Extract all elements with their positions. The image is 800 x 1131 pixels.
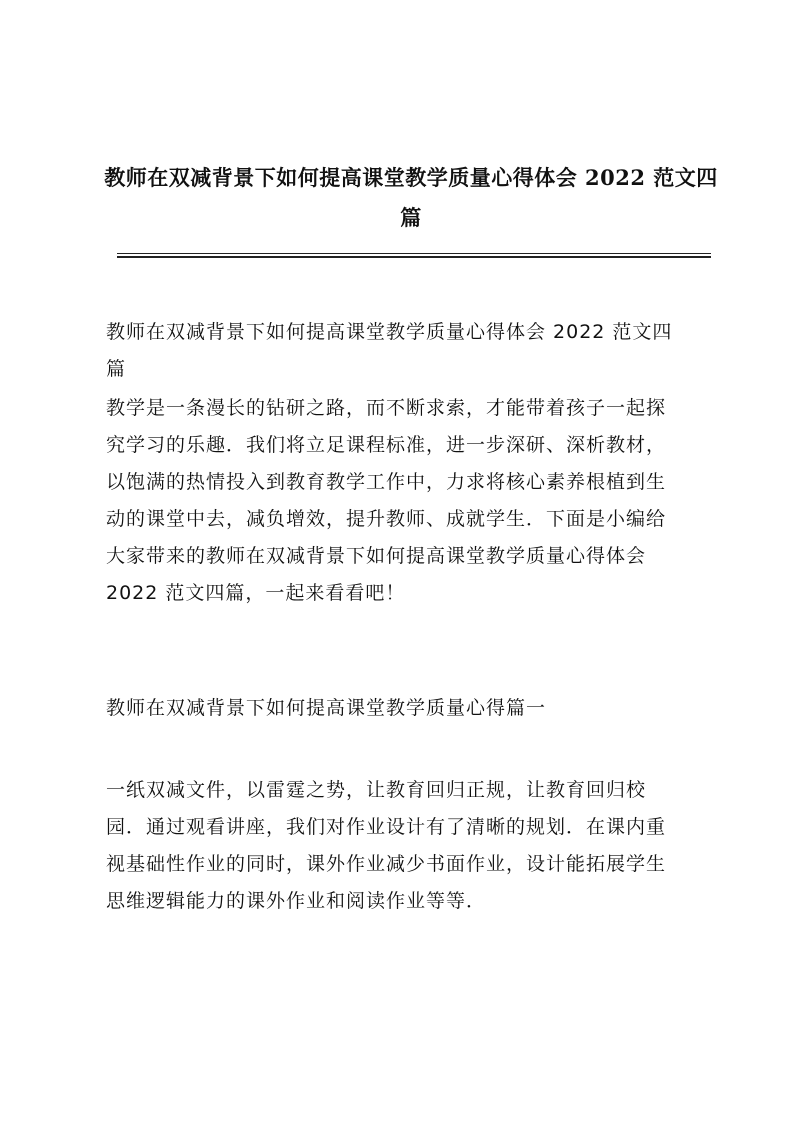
title-line-1: 教师在双减背景下如何提高课堂教学质量心得体会 2022 范文四 [104,165,718,190]
title-line-2: 篇 [400,205,422,230]
article-heading [106,314,706,388]
section-line: 园．通过观看讲座，我们对作业设计有了清晰的规划．在课内重 [106,816,667,838]
heading-line-1: 教师在双减背景下如何提高课堂教学质量心得体会 2022 范文四 [106,321,673,343]
section-title-text: 教师在双减背景下如何提高课堂教学质量心得篇一 [106,697,547,719]
intro-line: 教学是一条漫长的钻研之路，而不断求索，才能带着孩子一起探 [106,397,667,419]
section-line: 视基础性作业的同时，课外作业减少书面作业，设计能拓展学生 [106,853,667,875]
heading-line-2: 篇 [106,358,127,380]
intro-line: 大家带来的教师在双减背景下如何提高课堂教学质量心得体会 [106,545,647,567]
intro-paragraph [106,390,706,612]
section-line: 一纸双减文件，以雷霆之势，让教育回归正规，让教育回归校 [106,779,647,801]
intro-line: 究学习的乐趣．我们将立足课程标准，进一步深研、深析教材， [106,434,667,456]
section-line: 思维逻辑能力的课外作业和阅读作业等等． [106,890,487,912]
intro-line: 2022 范文四篇，一起来看看吧！ [106,582,406,604]
section-title [106,690,706,727]
intro-line: 以饱满的热情投入到教育教学工作中，力求将核心素养根植到生 [106,471,667,493]
intro-line: 动的课堂中去，减负增效，提升教师、成就学生．下面是小编给 [106,508,667,530]
section-paragraph [106,772,706,920]
title-divider-thick [117,256,711,258]
title-divider-thin [117,253,711,254]
document-title [96,158,726,238]
